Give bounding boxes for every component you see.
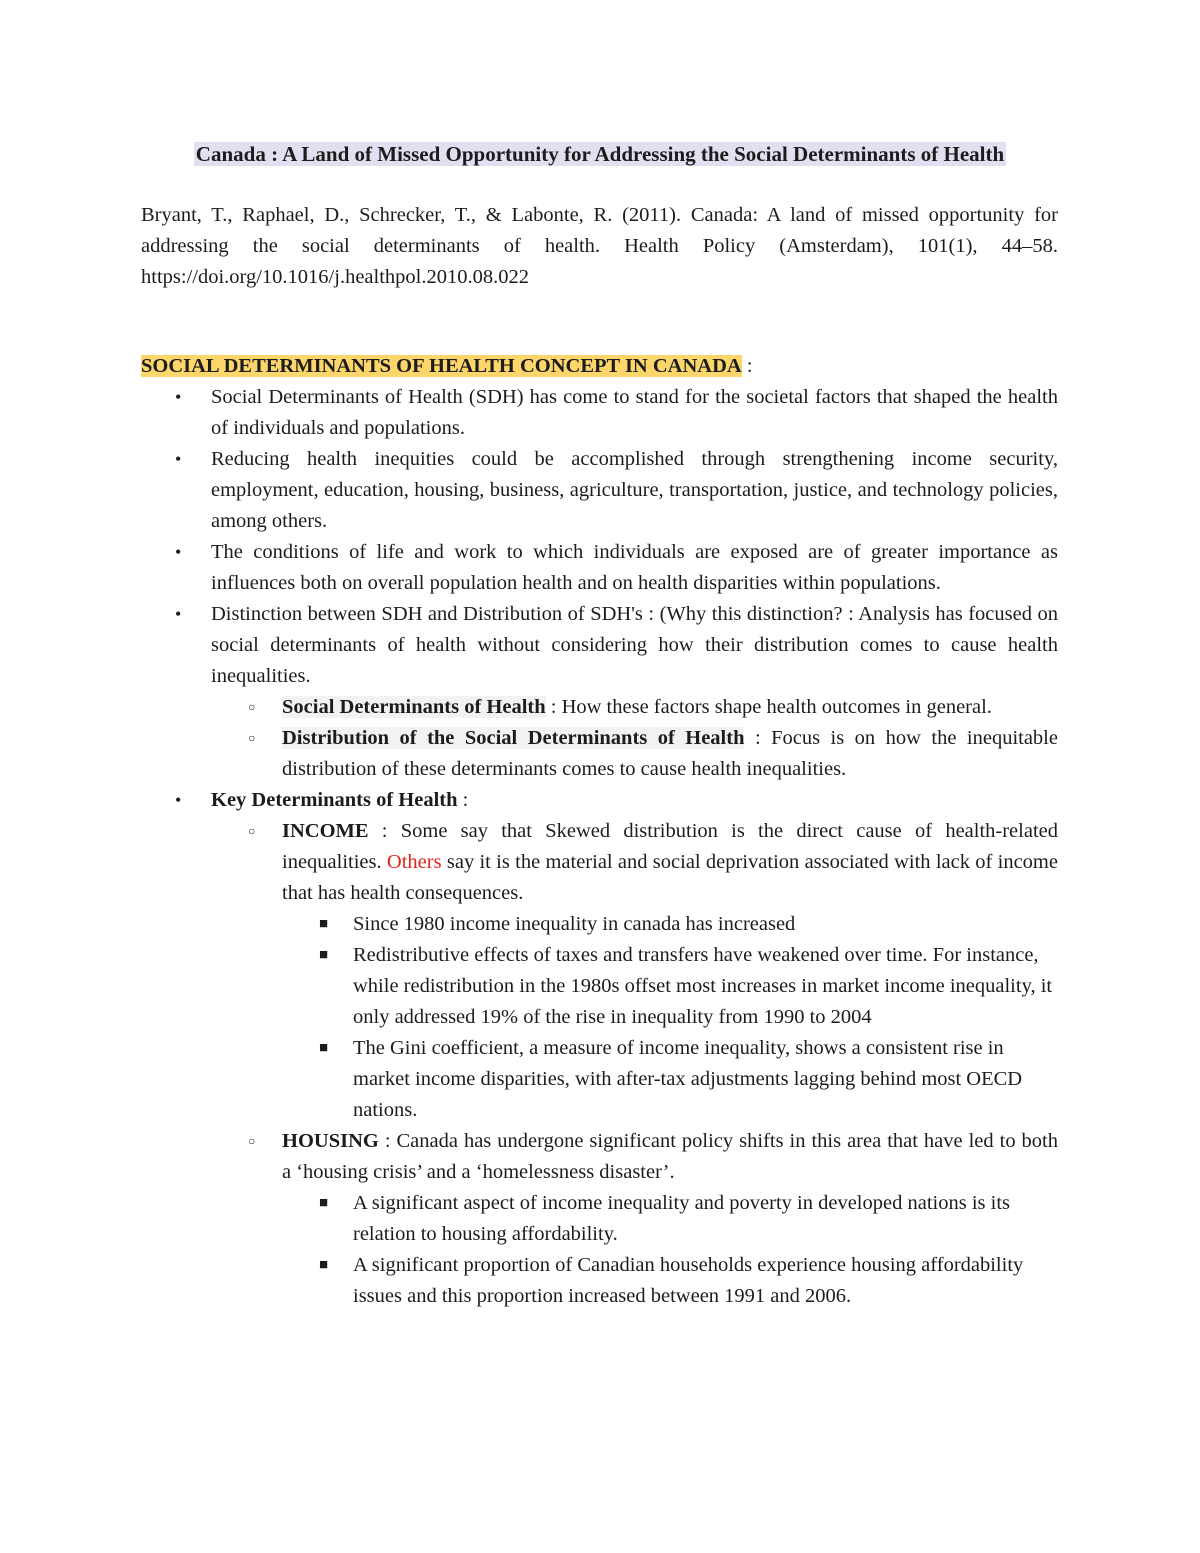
- housing-point: ■ A significant aspect of income inequality and poverty in developed nations is its relation to housing affordability.: [282, 1188, 1058, 1250]
- income-point: ■ The Gini coefficient, a measure of income inequality, shows a consistent rise in market income disparities, with after-tax adjustments lagging behind most OECD nations.: [282, 1033, 1058, 1126]
- income-term: INCOME: [282, 820, 369, 842]
- income-item: [211, 816, 1058, 1126]
- distinction-sublist: [211, 692, 1058, 785]
- income-text-before: : Some say that Skewed distribution is the direct cause of health-related inequalities.: [282, 820, 1058, 873]
- key-determinants-suffix: :: [457, 789, 469, 811]
- distribution-definition: : Focus is on how the inequitable distribution of these determinants comes to cause health inequalities.: [282, 727, 1058, 780]
- sublist-item: [211, 692, 1058, 723]
- housing-item: [211, 1126, 1058, 1312]
- income-points: [282, 909, 1058, 1126]
- sdh-section: [141, 351, 1058, 1312]
- section-heading-text: SOCIAL DETERMINANTS OF HEALTH CONCEPT IN CANADA: [141, 355, 742, 377]
- list-item: • Social Determinants of Health (SDH) has come to stand for the societal factors that shaped the health of individuals and populations.: [141, 382, 1058, 444]
- income-point: ■ Redistributive effects of taxes and transfers have weakened over time. For instance, while redistribution in the 1980s offset most increases in market income inequality, it only addressed 19% of the rise in inequality from 1990 to 2004: [282, 940, 1058, 1033]
- sublist-item: [211, 723, 1058, 785]
- list-item: • The conditions of life and work to which individuals are exposed are of greater importance as influences both on overall population health and on health disparities within populations.: [141, 537, 1058, 599]
- housing-term: HOUSING: [282, 1130, 379, 1152]
- distribution-term: Distribution of the Social Determinants of Health: [282, 727, 745, 749]
- section-heading-suffix: :: [741, 355, 753, 377]
- list-item: [141, 599, 1058, 785]
- list-item: [141, 785, 1058, 1312]
- housing-point: ■ A significant proportion of Canadian households experience housing affordability issues and this proportion increased between 1991 and 2006.: [282, 1250, 1058, 1312]
- housing-text: : Canada has undergone significant policy shifts in this area that have led to both a ‘housing crisis’ and a ‘homelessness disaster’.: [282, 1130, 1058, 1183]
- income-highlight: Others: [386, 851, 442, 873]
- sdh-definition: : How these factors shape health outcomes in general.: [545, 696, 992, 718]
- income-point: ■ Since 1980 income inequality in canada has increased: [282, 909, 1058, 940]
- citation-paragraph: Bryant, T., Raphael, D., Schrecker, T., & Labonte, R. (2011). Canada: A land of missed opportunity for addressing the social determinants of health. Health Policy (Amsterdam), 101(1), 44–58. https://doi.org/10.1016/j.healthpol.2010.08.022: [141, 204, 1058, 288]
- list-item: • Reducing health inequities could be accomplished through strengthening income security, employment, education, housing, business, agriculture, transportation, justice, and technology policies, among others.: [141, 444, 1058, 537]
- income-text-after: say it is the material and social deprivation associated with lack of income that has health consequences.: [282, 851, 1058, 904]
- key-determinants-sublist: [211, 816, 1058, 1312]
- key-determinants-label: Key Determinants of Health: [211, 789, 458, 811]
- distinction-text: Distinction between SDH and Distribution of SDH's : (Why this distinction? : Analysis has focused on social determinants of health without considering how their distribution comes to cause health inequalities.: [211, 603, 1058, 687]
- title-text: Canada : A Land of Missed Opportunity for Addressing the Social Determinants of Health: [195, 142, 1005, 166]
- main-bullet-list: [141, 382, 1058, 1312]
- sdh-term: Social Determinants of Health: [282, 696, 546, 718]
- document-title: [0, 140, 1200, 168]
- housing-points: [282, 1188, 1058, 1312]
- section-heading: [141, 351, 1058, 382]
